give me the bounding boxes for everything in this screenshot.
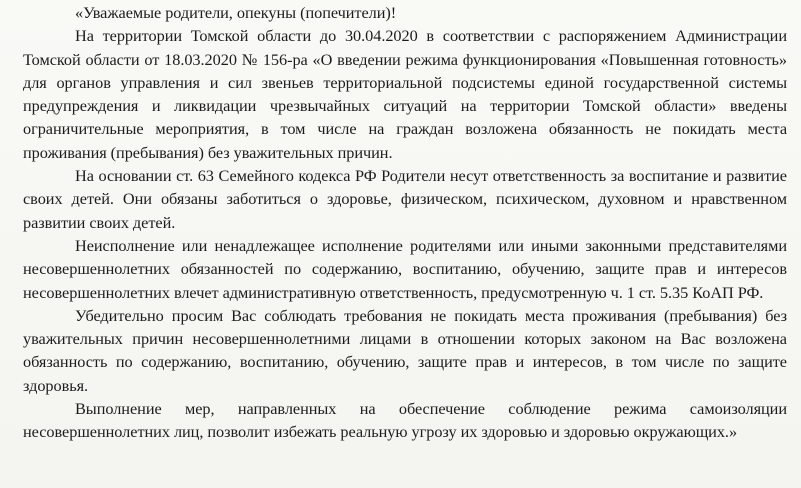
paragraph-request: Убедительно просим Вас соблюдать требования не покидать места проживания (пребывания) без уважительных причин несовершеннолетними лицами в отношении которых законом на Вас возложена обязанность по содержанию, воспитанию, обучению, защите прав и интересов, в том числе по защите здоровья. <box>23 305 787 395</box>
paragraph-family-code: На основании ст. 63 Семейного кодекса РФ Родители несут ответственность за воспитание и развитие своих детей. Они обязаны заботиться о здоровье, физическом, психическом, духовном и нравственном развитии своих детей. <box>23 166 787 232</box>
paragraph-regime-restrictions: На территории Томской области до 30.04.2020 в соответствии с распоряжением Администрации Томской области от 18.03.2020 № 156-ра «О введении режима функционирования «Повышенная готовность» для органов управления и сил звеньев территориальной подсистемы единой государственной системы предупреждения и ликвидации чрезвычайных ситуаций на территории Томской области» введены ограничительные мероприятия, в том числе на граждан возложена обязанность не покидать места проживания (пребывания) без уважительных причин. <box>23 26 787 162</box>
salutation: «Уважаемые родители, опекуны (попечители)! <box>75 3 397 22</box>
paragraph-liability: Неисполнение или ненадлежащее исполнение родителями или иными законными представителями несовершеннолетних обязанностей по содержанию, воспитанию, обучению, защите прав и интересов несовершеннолетних влечет административную ответственность, предусмотренную ч. 1 ст. 5.35 КоАП РФ. <box>23 235 787 302</box>
paragraph-self-isolation: Выполнение мер, направленных на обеспечение соблюдение режима самоизоляции несовершеннолетних лиц, позволит избежать реальную угрозу их здоровью и здоровью окружающих.» <box>23 399 787 442</box>
